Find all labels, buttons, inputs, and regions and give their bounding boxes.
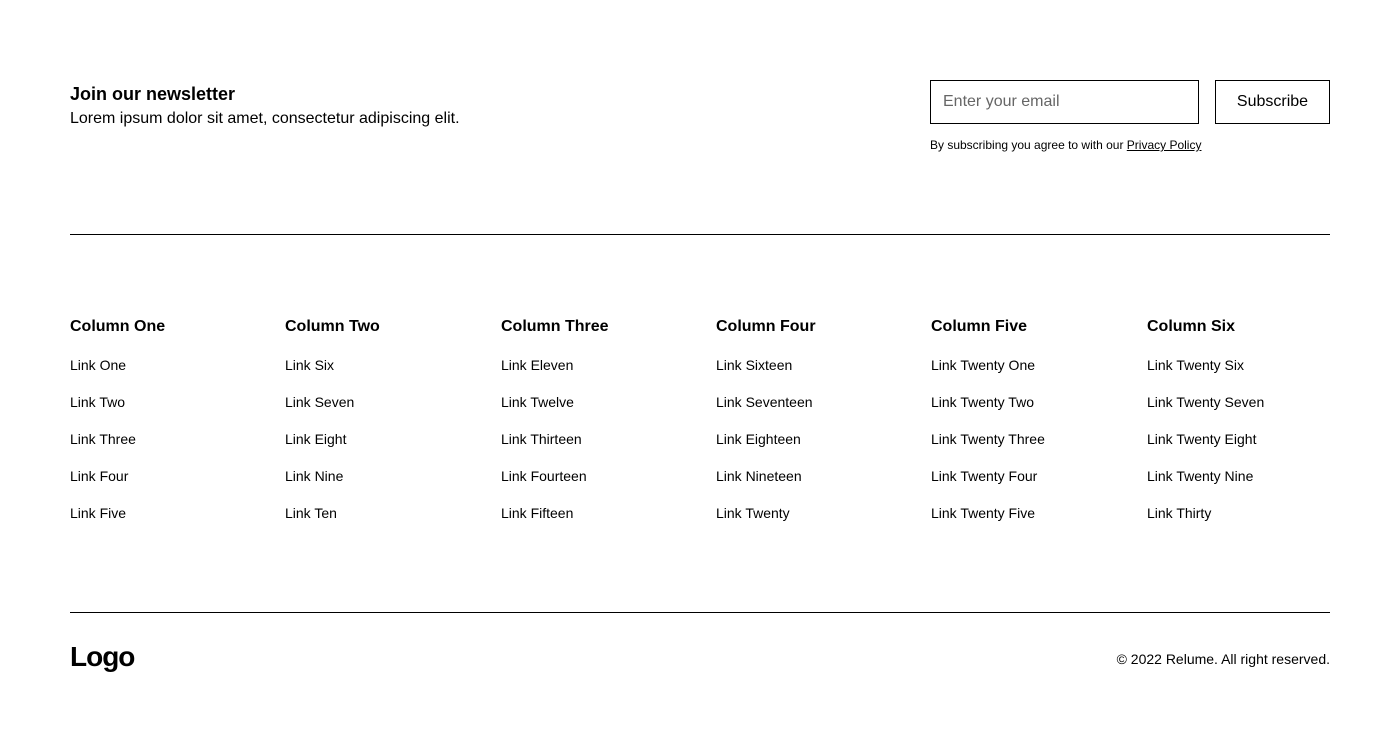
column-title: Column Two [285, 318, 380, 335]
column-title: Column One [70, 318, 166, 335]
footer-link[interactable]: Link Nine [285, 468, 344, 484]
footer-link[interactable]: Link Twenty Five [931, 505, 1036, 521]
footer-link[interactable]: Link Fifteen [501, 505, 574, 521]
footer-link[interactable]: Link Twenty Three [931, 431, 1045, 447]
footer-link[interactable]: Link Twenty One [931, 357, 1036, 373]
column-title: Column Six [1147, 318, 1236, 335]
footer-link[interactable]: Link Four [70, 468, 129, 484]
footer-link[interactable]: Link Twelve [501, 394, 574, 410]
footer-link-columns [70, 316, 1330, 536]
consent-note [930, 137, 1201, 153]
privacy-policy-link[interactable]: Privacy Policy [1126, 138, 1202, 152]
footer-link[interactable]: Link Nineteen [716, 468, 802, 484]
footer-link[interactable]: Link Fourteen [501, 468, 587, 484]
footer-link[interactable]: Link Eighteen [716, 431, 801, 447]
footer-link[interactable]: Link Ten [285, 505, 337, 521]
footer-link[interactable]: Link Sixteen [716, 357, 793, 373]
footer-link[interactable]: Link Thirty [1147, 505, 1212, 521]
footer-link[interactable]: Link Eight [285, 431, 347, 447]
footer-link[interactable]: Link Twenty Four [931, 468, 1038, 484]
footer-link[interactable]: Link Two [70, 394, 125, 410]
column-title: Column Five [931, 318, 1028, 335]
newsletter-description: Lorem ipsum dolor sit amet, consectetur adipiscing elit. [70, 110, 460, 127]
footer-link[interactable]: Link Five [70, 505, 127, 521]
footer-column-four [716, 316, 916, 540]
footer-link[interactable]: Link Twenty [716, 505, 790, 521]
footer-column-five [931, 316, 1131, 540]
subscribe-button[interactable]: Subscribe [1215, 80, 1330, 124]
footer-column-one [70, 316, 270, 540]
divider-top [70, 234, 1330, 235]
footer-link[interactable]: Link Eleven [501, 357, 574, 373]
footer-column-two [285, 316, 485, 540]
footer-link[interactable]: Link Twenty Six [1147, 357, 1245, 373]
logo[interactable]: Logo [70, 641, 135, 672]
newsletter-section [70, 80, 1330, 160]
footer-link[interactable]: Link Twenty Seven [1147, 394, 1265, 410]
footer-link[interactable]: Link Twenty Two [931, 394, 1034, 410]
footer-link[interactable]: Link Six [285, 357, 335, 373]
consent-text: By subscribing you agree to with our [930, 138, 1124, 152]
divider-bottom [70, 612, 1330, 613]
column-title: Column Four [716, 318, 816, 335]
footer-link[interactable]: Link Seven [285, 394, 355, 410]
newsletter-title: Join our newsletter [70, 84, 236, 104]
copyright-text: © 2022 Relume. All right reserved. [1116, 651, 1330, 667]
column-title: Column Three [501, 318, 609, 335]
footer-link[interactable]: Link Seventeen [716, 394, 813, 410]
email-input[interactable] [930, 80, 1199, 124]
footer-link[interactable]: Link One [70, 357, 127, 373]
footer-link[interactable]: Link Thirteen [501, 431, 582, 447]
footer-link[interactable]: Link Twenty Nine [1147, 468, 1254, 484]
site-footer [70, 0, 1330, 752]
footer-link[interactable]: Link Three [70, 431, 136, 447]
footer-column-three [501, 316, 701, 540]
footer-link[interactable]: Link Twenty Eight [1147, 431, 1257, 447]
footer-column-six [1147, 316, 1347, 540]
